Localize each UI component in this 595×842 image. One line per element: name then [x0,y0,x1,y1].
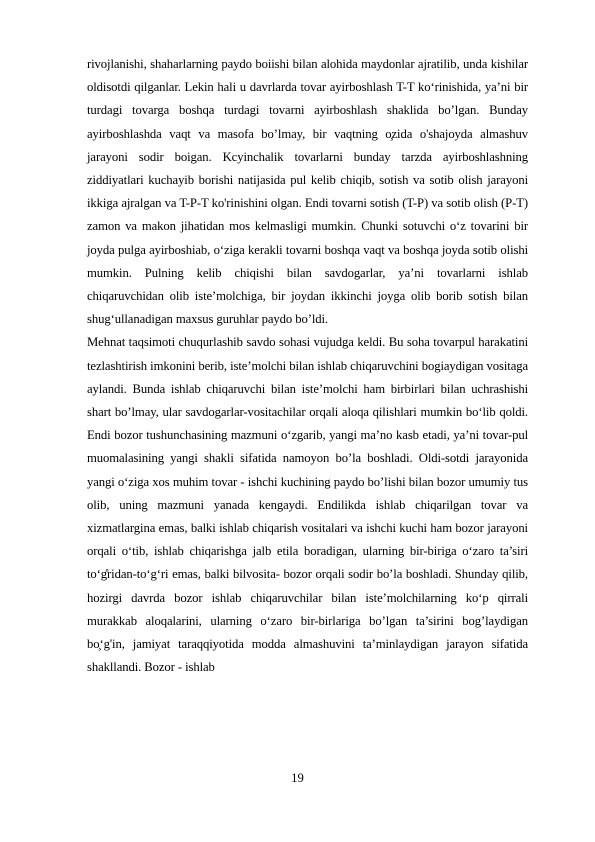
paragraph-1: rivojlanishi, shaharlarning paydo boiishi bilan alohida maydonlar ajratilib, unda kishilar oldisotdi qilganlar. Lekin hali u davrlarda tovar ayirboshlash T-T ko‘rinishida, ya’ni bir turdagi tovarga boshqa turdagi tovarni ayirboshlash shaklida bo’lgan. Bunday ayirboshlashda vaqt va masofa bo’lmay, bir vaqtning o̧zida o'shajoyda almashuv jarayoni sodir boigan. Kcyinchalik tovarlarni bunday tarzda ayirboshlashning ziddiyatlari kuchayib borishi natijasida pul kelib chiqib, sotish va sotib olish jarayoni ikkiga ajralgan va T-P-T ko'rinishini olgan. Endi tovarni sotish (T-P) va sotib olish (P-T) zamon va makon jihatidan mos kelmasligi mumkin. Chunki sotuvchi o‘z tovarini bir joyda pulga ayirboshiab, o‘ziga kerakli tovarni boshqa vaqt va boshqa joyda sotib olishi mumkin. Pulning kelib chiqishi bilan savdogarlar, ya’ni tovarlarni ishlab chiqaruvchidan olib iste’molchiga, bir joydan ikkinchi joyga olib borib sotish bilan shug‘ullanadigan maxsus guruhlar paydo bo’ldi. [87,57,528,327]
body-text [87,53,528,679]
page-number: 19 [291,771,304,785]
paragraph-2: Mehnat taqsimoti chuqurlashib savdo sohasi vujudga keldi. Bu soha tovarpul harakatini tezlashtirish imkonini berib, iste’molchi bilan ishlab chiqaruvchini bogiaydigan vositaga aylandi. Bunda ishlab chiqaruvchi bilan iste’molchi ham birbirlari bilan uchrashishi shart bo’lmay, ular savdogarlar-vositachilar orqali aloqa qilishlari mumkin bo‘lib qoldi. Endi bozor tushunchasining mazmuni o‘zgarib, yangi ma’no kasb etadi, ya’ni tovar-pul muomalasining yangi shakli sifatida namoyon bo’la boshladi. Oldi-sotdi jarayonida yangi o‘ziga xos muhim tovar - ishchi kuchining paydo bo’lishi bilan bozor umumiy tus olib, uning mazmuni yanada kengaydi. Endilikda ishlab chiqarilgan tovar va xizmatlargina emas, balki ishlab chiqarish vositalari va ishchi kuchi ham bozor jarayoni orqali o‘tib, ishlab chiqarishga jalb etila boradigan, ularning bir-biriga o‘zaro ta’siri to‘g̊ridan-to‘g‘ri emas, balki bilvosita- bozor orqali sodir bo’la boshladi. Shunday qilib, hozirgi davrda bozor ishlab chiqaruvchilar bilan iste’molchilarning ko‘p qirrali murakkab aloqalarini, ularning o‘zaro bir-birlariga bo’lgan ta’sirini bog’laydigan bo̧‘g'in, jamiyat taraqqiyotida modda almashuvini ta’minlaydigan jarayon sifatida shakllandi. Bozor - ishlab [87,335,528,675]
